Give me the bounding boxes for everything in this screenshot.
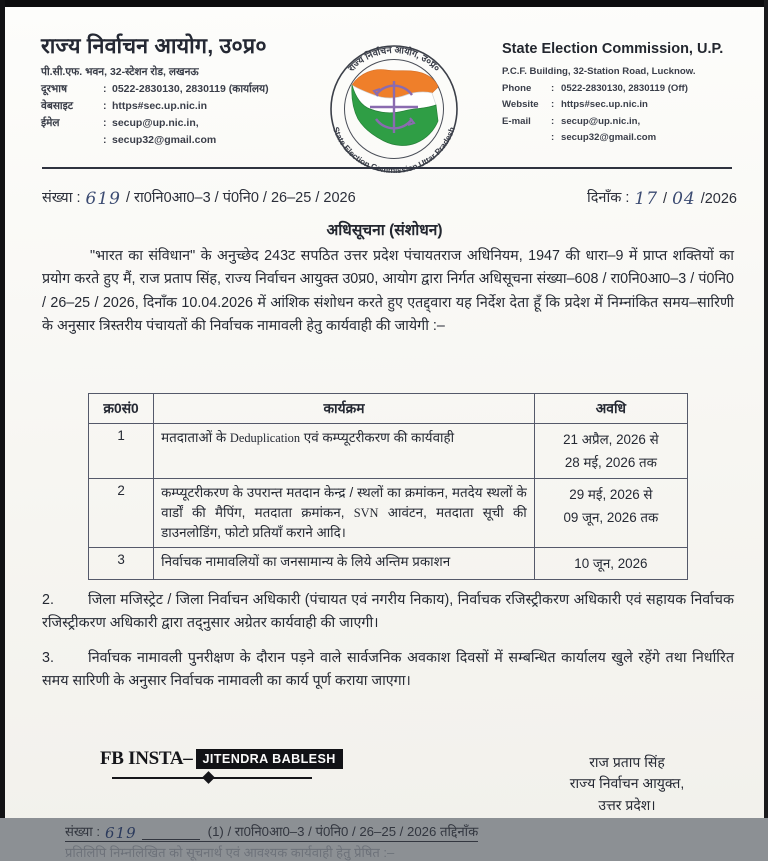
separator: : [551, 115, 555, 127]
column-header-programme: कार्यक्रम [154, 394, 535, 424]
document-sheet [5, 7, 764, 818]
website-value-hindi: https#sec.up.nic.in [112, 99, 208, 112]
signatory-name: राज प्रताप सिंह [589, 754, 665, 770]
address-hindi: पी.सी.एफ. भवन, 32-स्टेशन रोड, लखनऊ [41, 65, 199, 78]
separator: : [103, 82, 107, 95]
paragraph-1: "भारत का संविधान" के अनुच्छेद 243ट सपठित उत्तर प्रदेश पंचायतराज अधिनियम, 1947 की धारा–9 में प्राप्त शक्तियों का प्रयोग करते हुए मैं, राज प्रताप सिंह, राज्य निर्वाचन आयुक्त उ0प्र0, आयोग द्वारा निर्गत अधिसूचना संख्या–608 / रा0नि0आ0–3 / पं0नि0 / 26–25 / 2026, दिनाँक 10.04.2026 में आंशिक संशोधन करते हुए एतद्द्वारा यह निर्देश देता हूँ कि प्रदेश में निम्नांकित समय–सारिणी के अनुसार त्रिस्तरीय पंचायतों की निर्वाचक नामावली हेतु कार्यवाही की जायेगी :– [42, 248, 734, 334]
next-page-reference-suffix: (1) / रा0नि0आ0–3 / पं0नि0 / 26–25 / 2026 तद्दिनाँक [207, 824, 479, 839]
paragraph-3 [42, 647, 734, 694]
table-row [89, 479, 688, 548]
contact-row-email2-hindi [41, 132, 306, 149]
cell-period [534, 479, 687, 548]
date-group [587, 187, 737, 207]
next-page-reference-line [65, 822, 478, 842]
email2-label-hindi [41, 132, 103, 149]
cell-period [534, 424, 687, 479]
email-label-english: E-mail [502, 115, 531, 127]
email2-value-hindi: secup32@gmail.com [112, 133, 217, 146]
date-slash-2: / [700, 191, 705, 207]
organisation-name-hindi: राज्य निर्वाचन आयोग, उ०प्र० [41, 34, 267, 58]
header-divider-rule [42, 167, 732, 169]
period-line-2: 28 मई, 2026 तक [564, 455, 657, 471]
diamond-icon [202, 771, 215, 784]
next-page-reference-label: संख्या : [65, 824, 101, 839]
scan-edge-right [764, 0, 768, 818]
seal-text-top: राज्य निर्वाचन आयोग, उ०प्र० [346, 44, 442, 74]
table-row [89, 424, 688, 479]
contact-row-email-english [502, 114, 752, 131]
period-line-1: 10 जून, 2026 [574, 556, 648, 572]
table-header-row [89, 394, 688, 424]
next-page-reference-value: 619 [105, 824, 137, 842]
seal-text-bottom: State Election Commission Uttar Pradesh [330, 125, 458, 176]
date-label: दिनाँक : [586, 190, 630, 206]
document-body [42, 245, 734, 338]
cell-period [534, 548, 687, 580]
separator: : [551, 82, 555, 94]
scan-edge-top [0, 0, 768, 7]
programme-text-pre: मतदाताओं के [161, 430, 230, 445]
address-english: P.C.F. Building, 32-Station Road, Lucknow. [502, 66, 696, 77]
email2-label-english [502, 130, 551, 147]
website-value-english: https#sec.up.nic.in [561, 99, 648, 110]
schedule-table [88, 393, 688, 580]
next-page-preview-strip [0, 818, 768, 860]
contact-row-phone-english [502, 81, 752, 98]
phone-value-hindi: 0522-2830130, 2830119 (कार्यालय) [112, 82, 269, 95]
scan-edge-left [0, 0, 5, 818]
separator: : [103, 99, 107, 112]
contact-row-email-hindi [41, 115, 306, 132]
website-label-english: Website [502, 99, 539, 110]
date-year-value: 2026 [704, 191, 737, 207]
programme-text-post: आवंटन, मतदाता सूची की डाउनलोडिंग, फोटो प्रतियाँ कराने आदि। [161, 505, 527, 541]
document-body-continued [42, 583, 734, 693]
contact-row-website-hindi [41, 98, 306, 115]
website-label-hindi: वेबसाइट [41, 99, 74, 112]
cell-serial: 2 [89, 479, 154, 548]
cell-serial: 3 [89, 548, 154, 580]
period-line-1: 21 अप्रैल, 2026 से [563, 432, 659, 447]
contact-row-email2-english [502, 130, 752, 147]
separator: : [103, 133, 107, 146]
seal-svg [314, 29, 474, 177]
cell-serial: 1 [89, 424, 154, 479]
cell-programme [154, 548, 535, 580]
programme-text-latin: SVN [353, 506, 379, 521]
programme-text-latin: Deduplication [229, 431, 301, 445]
letterhead-hindi-block [41, 34, 306, 149]
column-header-serial: क्र0सं0 [89, 394, 154, 424]
next-page-clipped-line: प्रतिलिपि निम्नलिखित को सूचनार्थ एवं आवश्यक कार्यवाही हेतु प्रेषित :– [65, 845, 395, 860]
letterhead [5, 7, 764, 176]
contact-row-phone-hindi [41, 81, 306, 98]
social-watermark [100, 748, 370, 784]
paragraph-3-text: निर्वाचक नामावली पुनरीक्षण के दौरान पड़ने वाले सार्वजनिक अवकाश दिवसों में सम्बन्धित कार्यालय खुले रहेंगे तथा निर्धारित समय सारिणी के अनुसार निर्वाचक नामावली का कार्य पूर्ण कराया जाएगा। [42, 649, 734, 689]
reference-number-label: संख्या : [42, 190, 81, 206]
paragraph-2-number: 2. [42, 592, 54, 608]
date-month-value: 04 [672, 189, 696, 209]
watermark-name-badge: JITENDRA BABLESH [196, 749, 343, 769]
signatory-state: उत्तर प्रदेश। [598, 796, 656, 813]
programme-text-post: एवं कम्प्यूटरीकरण की कार्यवाही [300, 430, 455, 445]
next-page-blank-rule [142, 825, 200, 840]
programme-text-pre: कम्प्यूटरीकरण के उपरान्त मतदान केन्द्र / स्थलों का क्रमांकन, मतदेय स्थलों के वार्डों की मैपिंग, मतदाता क्रमांकन, [161, 485, 527, 521]
watermark-row [100, 748, 370, 770]
reference-number-value: 619 [85, 189, 121, 209]
cell-programme [154, 479, 535, 548]
reference-number-group [42, 187, 356, 207]
letterhead-english-block [502, 41, 752, 147]
email-value-hindi: secup@up.nic.in, [112, 116, 199, 129]
table-row [89, 548, 688, 580]
date-slash-1: / [663, 191, 668, 207]
email-value-english: secup@up.nic.in, [561, 115, 641, 127]
separator: : [551, 99, 555, 110]
period-line-2: 09 जून, 2026 तक [563, 510, 659, 526]
phone-label-english: Phone [502, 82, 532, 94]
reference-number-suffix: / रा0नि0आ0–3 / पं0नि0 / 26–25 / 2026 [125, 190, 356, 206]
schedule-table-wrapper [88, 393, 688, 580]
separator: : [551, 132, 555, 143]
watermark-decoration [112, 772, 312, 784]
reference-row [42, 187, 742, 207]
period-line-1: 29 मई, 2026 से [569, 487, 653, 503]
email2-value-english: secup32@gmail.com [561, 132, 657, 143]
column-header-period: अवधि [534, 394, 687, 424]
paragraph-3-number: 3. [42, 649, 54, 666]
watermark-prefix: FB INSTA– [100, 748, 193, 769]
contact-row-website-english [502, 97, 752, 114]
paragraph-2 [42, 589, 734, 636]
signature-block [502, 752, 752, 816]
programme-text-pre: निर्वाचक नामावलियों का जनसामान्य के लिये अन्तिम प्रकाशन [161, 554, 451, 570]
date-day-value: 17 [634, 189, 659, 209]
cell-programme [154, 424, 535, 479]
document-subject-title: अधिसूचना (संशोधन) [326, 222, 443, 239]
phone-label-hindi: दूरभाष [41, 82, 68, 95]
phone-value-english: 0522-2830130, 2830119 (Off) [561, 82, 688, 94]
commission-seal-logo [314, 29, 474, 177]
signatory-designation: राज्य निर्वाचन आयुक्त, [569, 775, 685, 792]
paragraph-2-text: जिला मजिस्ट्रेट / जिला निर्वाचन अधिकारी (पंचायत एवं नगरीय निकाय), निर्वाचक रजिस्ट्रीकरण अधिकारी एवं सहायक निर्वाचक रजिस्ट्रीकरण अधिकारी द्वारा तद्नुसार अग्रेतर कार्यवाही की जाएगी। [42, 592, 734, 632]
organisation-name-english: State Election Commission, U.P. [502, 41, 724, 57]
email-label-hindi: ईमेल [41, 116, 60, 129]
separator: : [103, 116, 107, 129]
